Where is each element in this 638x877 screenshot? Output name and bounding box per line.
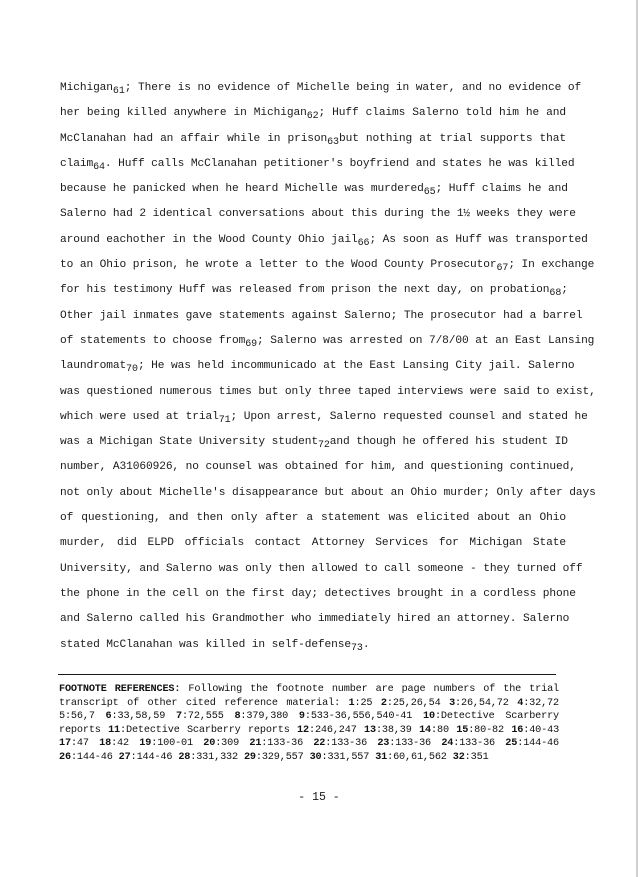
footnote-pages: 72,555 bbox=[187, 711, 224, 723]
body-line bbox=[60, 177, 566, 202]
footnote-number: 12 bbox=[297, 724, 309, 736]
body-text-run: Salerno had 2 identical conversations about this during the 1½ weeks they were bbox=[60, 208, 576, 221]
footnote-item: 3:26,54,72 bbox=[449, 697, 509, 709]
footnote-number: 9 bbox=[298, 711, 305, 723]
footnote-pages: 80 bbox=[436, 724, 449, 736]
footnote-pages: 100-01 bbox=[157, 738, 193, 750]
body-text-run: ; As soon as Huff was transported bbox=[369, 233, 588, 246]
footnote-number: 8 bbox=[234, 711, 241, 723]
footnote-item: 23:133-36 bbox=[377, 738, 432, 750]
footnote-item: 10:Detective Scarberry reports bbox=[59, 711, 560, 736]
footnote-number: 24 bbox=[441, 738, 454, 750]
body-line bbox=[60, 380, 596, 405]
footnote-pages: 133-36 bbox=[459, 738, 495, 750]
body-line bbox=[60, 582, 576, 607]
citation-subscript: 71 bbox=[218, 414, 231, 426]
body-text-run: ; Upon arrest, Salerno requested counsel and stated he bbox=[230, 410, 588, 423]
page-number: - 15 - bbox=[298, 791, 340, 804]
footnote-item: 18:42 bbox=[99, 738, 129, 750]
body-line bbox=[60, 557, 583, 582]
footnote-item: 20:309 bbox=[203, 738, 240, 750]
footnote-number: 14 bbox=[419, 724, 432, 736]
body-text-run: Michigan bbox=[60, 82, 113, 94]
citation-subscript: 70 bbox=[126, 364, 138, 376]
footnote-item: 31:60,61,562 bbox=[375, 751, 447, 763]
footnote-pages: 80-82 bbox=[474, 724, 504, 736]
footnote-pages: 33,58,59 bbox=[117, 711, 166, 723]
body-line bbox=[60, 228, 588, 253]
footnote-number: 3 bbox=[449, 697, 456, 709]
body-line bbox=[60, 202, 576, 227]
footnote-pages: 144-46 bbox=[136, 751, 173, 763]
body-text-run: her being killed anywhere in Michigan bbox=[60, 107, 307, 120]
body-text-run: ; He was held incommunicado at the East Lansing City jail. Salerno bbox=[137, 360, 575, 373]
footnote-item: 16:40-43 bbox=[511, 724, 560, 736]
footnote-intro: Following the footnote number are page numbers of the trial transcript of other cited reference material: bbox=[59, 684, 559, 709]
footnote-number: 2 bbox=[380, 697, 387, 709]
body-line bbox=[60, 481, 596, 506]
body-line bbox=[60, 253, 595, 278]
footnote-pages: Detective Scarberry reports bbox=[125, 724, 290, 736]
body-line bbox=[60, 152, 575, 177]
citation-subscript: 61 bbox=[112, 86, 125, 97]
footnote-item: 19:100-01 bbox=[139, 738, 193, 750]
footnote-number: 1 bbox=[348, 697, 355, 709]
footnote-item: 11:Detective Scarberry reports bbox=[108, 724, 290, 736]
footnote-pages: Detective Scarberry reports bbox=[59, 711, 560, 736]
body-text-run: laundromat bbox=[60, 360, 127, 373]
footnote-number: 22 bbox=[313, 738, 326, 750]
body-text-run: ; In exchange bbox=[508, 259, 595, 272]
body-text-run: McClanahan had an affair while in prison bbox=[60, 132, 328, 145]
body-text-run: ; Huff claims Salerno told him he and bbox=[318, 107, 566, 120]
body-line bbox=[60, 506, 566, 531]
body-text-run: the phone in the cell on the first day; detectives brought in a cordless phone bbox=[60, 587, 576, 600]
body-text-run: was questioned numerous times but only three taped interviews were said to exist, bbox=[60, 385, 596, 398]
footnote-divider bbox=[58, 674, 556, 675]
body-line bbox=[60, 278, 566, 303]
footnote-number: 25 bbox=[505, 738, 518, 750]
footnote-item: 9:533-36,556,540-41 bbox=[298, 711, 413, 723]
footnote-pages: 329,557 bbox=[261, 751, 304, 763]
footnote-pages: 246,247 bbox=[314, 724, 357, 736]
footnote-item: 25:144-46 bbox=[505, 738, 559, 750]
footnote-item: 8:379,380 bbox=[234, 711, 289, 723]
body-text-run: for his testimony Huff was released from prison the next day, on probation bbox=[60, 284, 550, 297]
body-text-run: to an Ohio prison, he wrote a letter to the Wood County Prosecutor bbox=[60, 259, 497, 272]
citation-subscript: 65 bbox=[423, 187, 436, 199]
footnote-item: 14:80 bbox=[419, 724, 449, 736]
citation-subscript: 73 bbox=[351, 642, 363, 654]
body-text-run: was a Michigan State University student bbox=[60, 436, 318, 449]
body-text-run: which were used at trial bbox=[60, 410, 219, 423]
footnote-pages: 144-46 bbox=[76, 751, 113, 763]
body-text-run: Other jail inmates gave statements against Salerno; The prosecutor had a barrel bbox=[60, 309, 583, 322]
footnote-number: 23 bbox=[377, 738, 390, 750]
body-line bbox=[60, 76, 582, 101]
footnote-pages: 331,332 bbox=[196, 751, 238, 763]
body-line bbox=[60, 127, 566, 152]
footnote-pages: 144-46 bbox=[523, 738, 559, 750]
body-text-run: but nothing at trial supports that bbox=[338, 132, 566, 145]
citation-subscript: 69 bbox=[245, 338, 257, 350]
footnote-item: 1:25 bbox=[348, 697, 373, 709]
footnote-pages: 133-36 bbox=[395, 738, 432, 750]
footnote-pages: 533-36,556,540-41 bbox=[310, 711, 413, 723]
footnote-item: 12:246,247 bbox=[297, 724, 357, 736]
footnote-number: 20 bbox=[203, 738, 216, 750]
footnote-item: 24:133-36 bbox=[441, 738, 495, 750]
footnote-number: 26 bbox=[59, 751, 71, 763]
footnote-pages: 42 bbox=[117, 738, 129, 750]
citation-subscript: 62 bbox=[306, 111, 319, 123]
footnote-pages: 309 bbox=[221, 738, 240, 750]
citation-subscript: 66 bbox=[357, 237, 370, 249]
body-line bbox=[60, 633, 566, 658]
footnote-item: 29:329,557 bbox=[243, 751, 304, 763]
body-line bbox=[60, 455, 576, 480]
footnote-pages: 47 bbox=[76, 738, 89, 750]
footnote-pages: 133-36 bbox=[267, 738, 304, 750]
footnote-number: 29 bbox=[243, 751, 256, 763]
body-text-run: claim bbox=[60, 157, 94, 170]
body-text-run: murder, did ELPD officials contact Attorney Services for Michigan State bbox=[60, 537, 566, 550]
body-text-run: University, and Salerno was only then allowed to call someone - they turned off bbox=[60, 562, 583, 575]
body-line bbox=[60, 405, 588, 430]
footnote-pages: 25 bbox=[360, 697, 373, 709]
footnote-pages: 331,557 bbox=[327, 751, 370, 763]
footnote-item: 6:33,58,59 bbox=[105, 711, 166, 723]
body-text-run: ; bbox=[561, 284, 568, 297]
citation-subscript: 68 bbox=[549, 288, 562, 300]
footnote-number: 15 bbox=[456, 724, 469, 736]
footnote-pages: 26,54,72 bbox=[461, 697, 509, 709]
citation-subscript: 72 bbox=[317, 440, 330, 452]
body-text-run: of questioning, and then only after a statement was elicited about an Ohio bbox=[60, 512, 566, 525]
footnote-item: 27:144-46 bbox=[118, 751, 173, 763]
footnote-number: 32 bbox=[452, 751, 465, 763]
body-text-run: around eachother in the Wood County Ohio jail bbox=[60, 233, 358, 246]
footnote-number: 17 bbox=[59, 738, 71, 750]
footnote-number: 7 bbox=[175, 711, 182, 723]
body-text-run: . Huff calls McClanahan petitioner's boyfriend and states he was killed bbox=[104, 157, 575, 170]
body-text bbox=[60, 76, 596, 658]
body-text-run: number, A31060926, no counsel was obtained for him, and questioning continued, bbox=[60, 461, 576, 474]
citation-subscript: 63 bbox=[327, 136, 339, 148]
body-line bbox=[60, 329, 595, 354]
footnote-pages: 25,26,54 bbox=[392, 697, 441, 709]
footnote-item: 22:133-36 bbox=[313, 738, 368, 750]
body-line bbox=[60, 607, 570, 632]
body-text-run: of statements to choose from bbox=[60, 334, 246, 347]
footnote-pages: 40-43 bbox=[529, 724, 560, 736]
body-line bbox=[60, 304, 583, 329]
footnote-number: 11 bbox=[108, 724, 121, 736]
footnote-number: 10 bbox=[423, 711, 435, 723]
footnote-references bbox=[59, 683, 559, 765]
footnote-pages: 32,72 5:56,7 bbox=[59, 697, 559, 723]
footnote-pages: 38,39 bbox=[381, 724, 412, 736]
footnote-item: 30:331,557 bbox=[309, 751, 370, 763]
footnote-pages: 351 bbox=[470, 751, 489, 763]
footnote-number: 28 bbox=[178, 751, 191, 763]
body-line bbox=[60, 354, 575, 379]
footnote-pages: 133-36 bbox=[331, 738, 368, 750]
footnote-number: 31 bbox=[375, 751, 388, 763]
body-text-run: ; Huff claims he and bbox=[435, 183, 568, 196]
body-text-run: and Salerno called his Grandmother who immediately hired an attorney. Salerno bbox=[60, 613, 570, 626]
body-text-run: ; Salerno was arrested on 7/8/00 at an East Lansing bbox=[257, 334, 595, 347]
body-text-run: because he panicked when he heard Michelle was murdered bbox=[60, 183, 424, 196]
body-line bbox=[60, 531, 566, 556]
footnote-number: 19 bbox=[139, 738, 152, 750]
footnote-number: 21 bbox=[249, 738, 262, 750]
footnote-item: 26:144-46 bbox=[59, 751, 113, 763]
footnote-number: 6 bbox=[105, 711, 112, 723]
body-line bbox=[60, 430, 566, 455]
footnote-item: 4:32,72 5:56,7 bbox=[59, 697, 559, 723]
footnote-item: 28:331,332 bbox=[178, 751, 238, 763]
footnote-number: 18 bbox=[99, 738, 112, 750]
footnote-item: 15:80-82 bbox=[456, 724, 504, 736]
body-text-run: ; There is no evidence of Michelle being in water, and no evidence of bbox=[124, 82, 582, 94]
footnote-number: 13 bbox=[364, 724, 376, 736]
body-text-run: and though he offered his student ID bbox=[329, 436, 568, 449]
footnote-number: 27 bbox=[118, 751, 131, 763]
footnote-item: 32:351 bbox=[452, 751, 489, 763]
footnote-heading: FOOTNOTE REFERENCES: bbox=[59, 684, 181, 695]
body-text-run: not only about Michelle's disappearance but about an Ohio murder; Only after days bbox=[60, 486, 596, 499]
footnote-number: 30 bbox=[309, 751, 322, 763]
footnote-pages: 60,61,562 bbox=[393, 751, 447, 763]
body-text-run: stated McClanahan was killed in self-defense bbox=[60, 638, 351, 651]
citation-subscript: 67 bbox=[496, 263, 509, 275]
footnote-item: 2:25,26,54 bbox=[380, 697, 441, 709]
footnote-item: 7:72,555 bbox=[175, 711, 224, 723]
citation-subscript: 64 bbox=[93, 161, 105, 173]
body-line bbox=[60, 101, 566, 126]
footnote-item: 13:38,39 bbox=[364, 724, 412, 736]
footnote-pages: 379,380 bbox=[246, 711, 289, 723]
footnote-number: 16 bbox=[511, 724, 524, 736]
footnote-item: 17:47 bbox=[59, 738, 89, 750]
footnote-number: 4 bbox=[517, 697, 524, 709]
footnote-item: 21:133-36 bbox=[249, 738, 304, 750]
body-text-run: . bbox=[362, 638, 370, 651]
